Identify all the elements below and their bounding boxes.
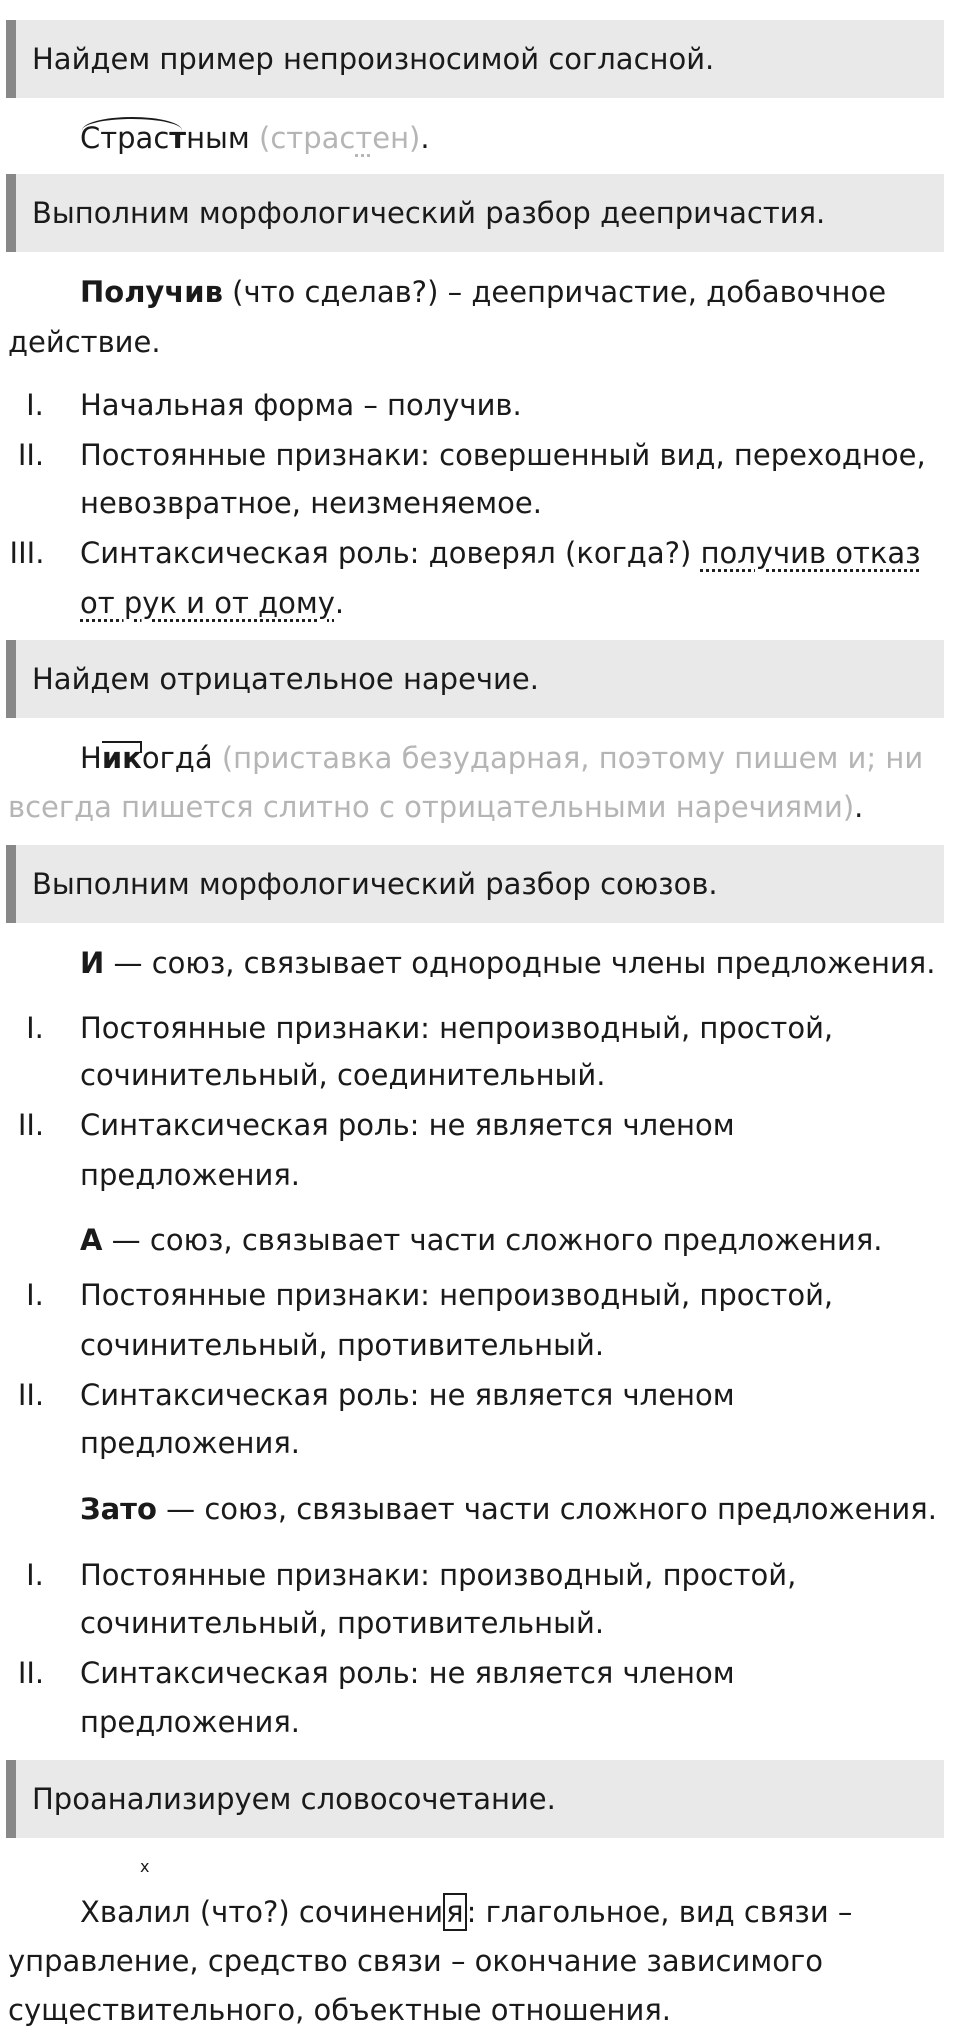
list-item: Начальная форма – получив. [80,388,522,422]
list-number: II. [17,438,45,472]
list-item-cont: невозвратное, неизменяемое. [80,486,542,520]
list-item: Постоянные признаки: совершенный вид, переходное, [80,438,926,472]
conjunction-intro: И — союз, связывает однородные члены предложения. [80,946,936,980]
list-item-cont: сочинительный, противительный. [80,1606,605,1640]
list-number: II. [17,1378,45,1412]
prefix-mark: ик [101,741,142,775]
list-item: Постоянные признаки: непроизводный, простой, [80,1278,834,1312]
list-item-cont: предложения. [80,1705,300,1739]
list-item: Синтаксическая роль: доверял (когда?) получив отказ [80,536,921,570]
ending-mark: я [443,1893,466,1931]
list-item: Постоянные признаки: производный, простой, [80,1558,797,1592]
section-header: Проанализируем словосочетание. [6,1760,944,1838]
phrase-analysis-cont: управление, средство связи – окончание зависимого [8,1944,823,1978]
section-header: Выполним морфологический разбор союзов. [6,845,944,923]
list-item-cont: сочинительный, противительный. [80,1328,605,1362]
list-item: Синтаксическая роль: не является членом [80,1378,735,1412]
list-number: II. [17,1656,45,1690]
conjunction-intro: Зато — союз, связывает части сложного предложения. [80,1492,937,1526]
phrase-analysis: Хвалил (что?) сочинени я : глагольное, вид связи – [80,1895,853,1929]
section-header: Выполним морфологический разбор деепричастия. [6,174,944,252]
adverb-example: Н икогда́ (приставка безударная, поэтому пишем и; ни [80,733,923,783]
list-number: III. [9,536,45,570]
participle-intro-cont: действие. [8,325,161,359]
list-item: Синтаксическая роль: не является членом [80,1108,735,1142]
list-item: Постоянные признаки: непроизводный, простой, [80,1011,834,1045]
list-number: I. [26,388,44,422]
root-mark: Страст [80,113,186,163]
list-item-cont: от рук и от дому. [80,586,345,620]
list-item-cont: предложения. [80,1158,300,1192]
main-word-mark: x [140,1857,150,1876]
consonant-example: Страстным (страстен). [80,113,430,163]
list-number: I. [26,1558,44,1592]
conjunction-intro: А — союз, связывает части сложного предложения. [80,1223,883,1257]
adverb-note-cont: всегда пишется слитно с отрицательными наречиями). [8,790,864,824]
participle-intro: Получив (что сделав?) – деепричастие, добавочное [80,275,887,309]
list-item: Синтаксическая роль: не является членом [80,1656,735,1690]
phrase-analysis-cont: существительного, объектные отношения. [8,1993,671,2027]
list-number: I. [26,1011,44,1045]
section-header: Найдем пример непроизносимой согласной. [6,20,944,98]
list-number: II. [17,1108,45,1142]
list-item-cont: сочинительный, соединительный. [80,1058,606,1092]
list-item-cont: предложения. [80,1426,300,1460]
list-number: I. [26,1278,44,1312]
section-header: Найдем отрицательное наречие. [6,640,944,718]
